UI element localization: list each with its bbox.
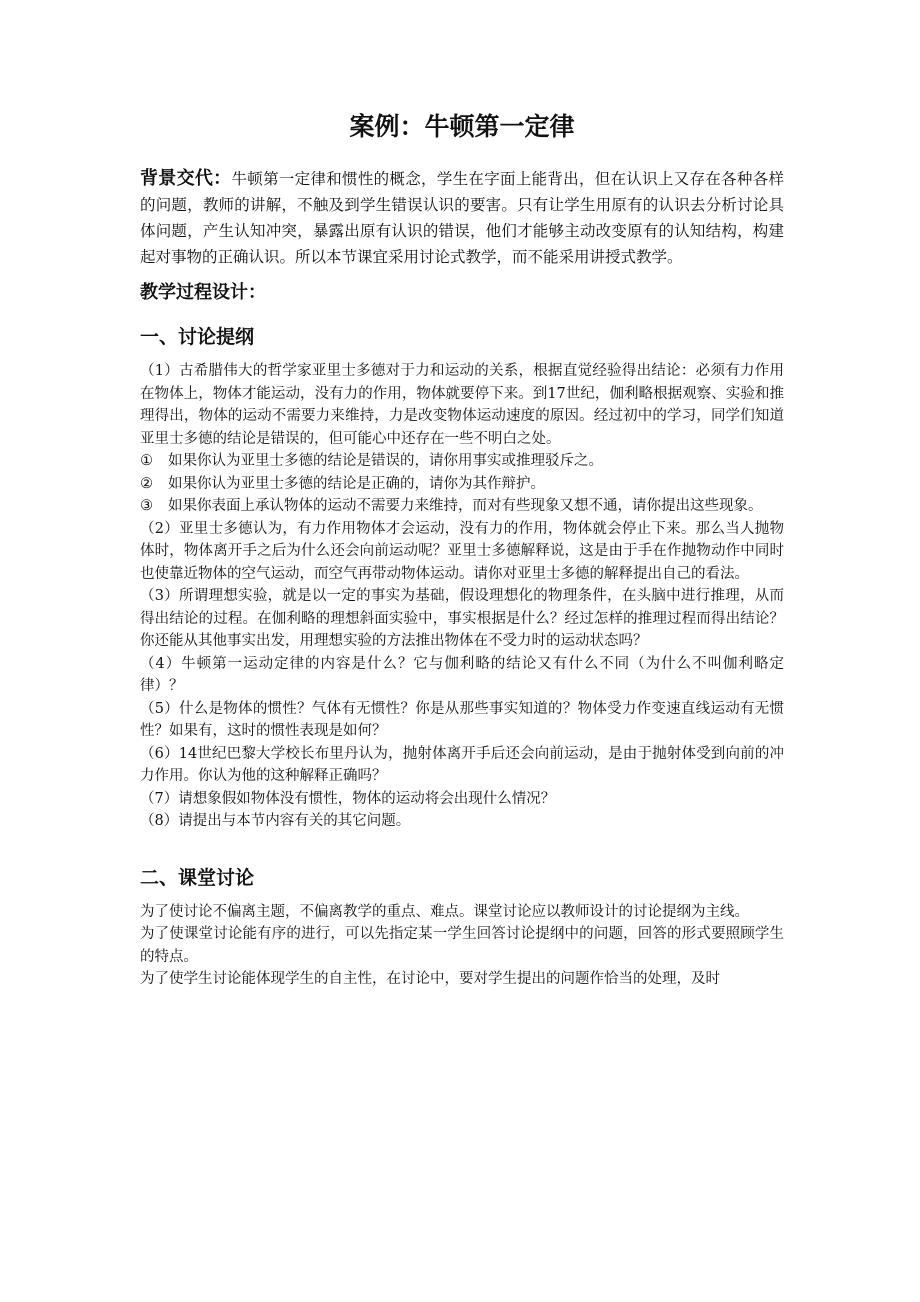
question-7: （7）请想象假如物体没有惯性，物体的运动将会出现什么情况？	[140, 790, 556, 807]
section2-heading: 二、课堂讨论	[140, 866, 255, 889]
question-3: （3）所谓理想实验，就是以一定的事实为基础，假设理想化的物理条件，在头脑中进行推理，从而得出结论的过程。在伽利略的理想斜面实验中，事实根据是什么？经过怎样的推理过程而得出结论？你还能从其他事实出发，用理想实验的方法推出物体在不受力时的运动状态吗？	[140, 588, 784, 649]
sub-question-1	[140, 450, 784, 473]
process-heading: 教学过程设计：	[140, 282, 266, 303]
question-8: （8）请提出与本节内容有关的其它问题。	[140, 813, 411, 829]
sub-question-mark: ③	[140, 498, 153, 514]
sub-question-mark: ②	[140, 475, 153, 492]
section1-heading: 一、讨论提纲	[140, 326, 255, 348]
sub-question-3	[140, 495, 784, 518]
document-page	[140, 110, 784, 991]
sub-question-mark: ①	[140, 453, 153, 469]
background-text: 牛顿第一定律和惯性的概念，学生在字面上能背出，但在认识上又存在各种各样的问题，教师的讲解，不触及到学生错误认识的要害。只有让学生用原有的认识去分析讨论具体问题，产生认知冲突，暴露出原有认识的错误，他们才能够主动改变原有的认知结构，构建起对事物的正确认识。所以本节课宜采用讨论式教学，而不能采用讲授式教学。	[140, 170, 784, 266]
background-paragraph	[140, 166, 784, 270]
sub-question-2	[140, 473, 784, 496]
document-title: 案例：牛顿第一定律	[349, 112, 575, 141]
background-label: 背景交代：	[140, 168, 232, 189]
question-6: （6）14世纪巴黎大学校长布里丹认为，抛射体离开手后还会向前运动，是由于抛射体受到向前的冲力作用。你认为他的这种解释正确吗？	[140, 745, 784, 784]
sub-question-text: 如果你认为亚里士多德的结论是正确的，请你为其作辩护。	[168, 475, 545, 492]
discussion-paragraph-3: 为了使学生讨论能体现学生的自主性，在讨论中，要对学生提出的问题作恰当的处理，及时	[140, 971, 720, 987]
question-2: （2）亚里士多德认为，有力作用物体才会运动，没有力的作用，物体就会停止下来。那么当人抛物体时，物体离开手之后为什么还会向前运动呢？亚里士多德解释说，这是由于手在作抛物动作中同时也使靠近物体的空气运动，而空气再带动物体运动。请你对亚里士多德的解释提出自己的看法。	[140, 520, 784, 582]
question-5: （5）什么是物体的惯性？气体有无惯性？你是从那些事实知道的？物体受力作变速直线运动有无惯性？如果有，这时的惯性表现是如何？	[140, 700, 784, 739]
discussion-paragraph-2: 为了使课堂讨论能有序的进行，可以先指定某一学生回答讨论提纲中的问题，回答的形式要照顾学生的特点。	[140, 926, 784, 965]
question-1: （1）古希腊伟大的哲学家亚里士多德对于力和运动的关系，根据直觉经验得出结论：必须有力作用在物体上，物体才能运动，没有力的作用，物体就要停下来。到17世纪，伽利略根据观察、实验和推理得出，物体的运动不需要力来维持，力是改变物体运动速度的原因。经过初中的学习，同学们知道亚里士多德的结论是错误的，但可能心中还存在一些不明白之处。	[140, 363, 784, 447]
sub-question-text: 如果你认为亚里士多德的结论是错误的，请你用事实或推理驳斥之。	[168, 453, 603, 469]
sub-question-text: 如果你表面上承认物体的运动不需要力来维持，而对有些现象又想不通，请你提出这些现象。	[168, 498, 763, 514]
question-4: （4）牛顿第一运动定律的内容是什么？它与伽利略的结论又有什么不同（为什么不叫伽利略定律）？	[140, 655, 784, 694]
discussion-paragraph-1: 为了使讨论不偏离主题，不偏离教学的重点、难点。课堂讨论应以教师设计的讨论提纲为主线。	[140, 903, 749, 920]
